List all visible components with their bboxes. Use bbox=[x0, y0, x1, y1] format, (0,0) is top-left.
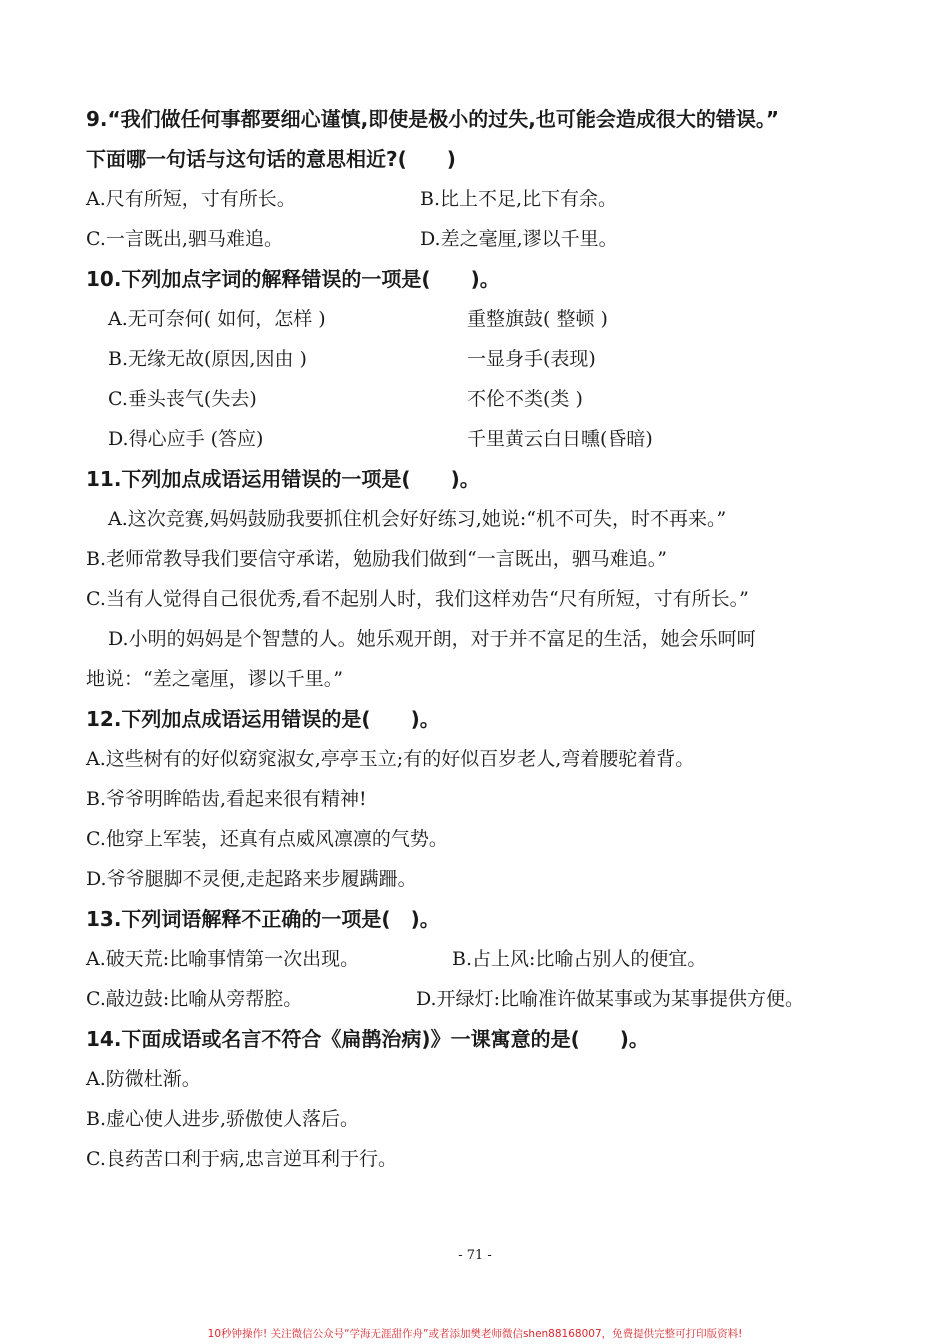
q14-option-b: B.虚心使人进步,骄傲使人落后。 bbox=[86, 1108, 360, 1130]
q10-option-b-right: 一显身手(表现) bbox=[467, 348, 596, 370]
q12-option-c: C.他穿上军装，还真有点威风凛凛的气势。 bbox=[86, 828, 448, 850]
q13-option-c: C.敲边鼓:比喻从旁帮腔。 bbox=[86, 988, 303, 1010]
q13-option-a: A.破天荒:比喻事情第一次出现。 bbox=[86, 948, 360, 970]
q9-option-d: D.差之毫厘,谬以千里。 bbox=[420, 228, 618, 250]
q10-option-c-right: 不伦不类(类 ) bbox=[467, 388, 583, 410]
q10-option-a-right: 重整旗鼓( 整顿 ) bbox=[467, 308, 608, 330]
q12-stem: 12.下列加点成语运用错误的是( )。 bbox=[86, 707, 440, 731]
footer-notice: 10秒钟操作! 关注微信公众号“学海无涯甜作舟”或者添加樊老师微信shen88168007，免费提供完整可打印版资料! bbox=[207, 1328, 743, 1340]
q13-stem: 13.下列词语解释不正确的一项是( )。 bbox=[86, 907, 440, 931]
q14-stem: 14.下面成语或名言不符合《扁鹊治病)》一课寓意的是( )。 bbox=[86, 1027, 649, 1051]
q9-option-b: B.比上不足,比下有余。 bbox=[420, 188, 618, 210]
q9-stem-line1: 9.“我们做任何事都要细心谨慎,即使是极小的过失,也可能会造成很大的错误。” bbox=[86, 107, 779, 131]
q10-stem: 10.下列加点字词的解释错误的一项是( )。 bbox=[86, 267, 500, 291]
q11-option-d-line1: D.小明的妈妈是个智慧的人。她乐观开朗，对于并不富足的生活，她会乐呵呵 bbox=[108, 628, 756, 650]
q10-option-b-left: B.无缘无故(原因,因由 ) bbox=[108, 348, 307, 370]
q12-option-b: B.爷爷明眸皓齿,看起来很有精神! bbox=[86, 788, 367, 810]
q12-option-d: D.爷爷腿脚不灵便,走起路来步履蹒跚。 bbox=[86, 868, 417, 890]
q11-option-b: B.老师常教导我们要信守承诺，勉励我们做到“一言既出，驷马难追。” bbox=[86, 548, 667, 570]
q9-option-a: A.尺有所短，寸有所长。 bbox=[86, 188, 296, 210]
q10-option-a-left: A.无可奈何( 如何，怎样 ) bbox=[108, 308, 326, 330]
q13-option-b: B.占上风:比喻占别人的便宜。 bbox=[452, 948, 707, 970]
q9-option-c: C.一言既出,驷马难追。 bbox=[86, 228, 283, 250]
q9-stem-line2: 下面哪一句话与这句话的意思相近?( ) bbox=[86, 147, 456, 171]
q11-stem: 11.下列加点成语运用错误的一项是( )。 bbox=[86, 467, 480, 491]
q14-option-c: C.良药苦口利于病,忠言逆耳利于行。 bbox=[86, 1148, 397, 1170]
page-number: - 71 - bbox=[458, 1248, 492, 1263]
q11-option-a: A.这次竞赛,妈妈鼓励我要抓住机会好好练习,她说:“机不可失，时不再来。” bbox=[108, 508, 727, 530]
q13-option-d: D.开绿灯:比喻准许做某事或为某事提供方便。 bbox=[416, 988, 804, 1010]
q14-option-a: A.防微杜渐。 bbox=[86, 1068, 201, 1090]
q11-option-c: C.当有人觉得自己很优秀,看不起别人时，我们这样劝告“尺有所短，寸有所长。” bbox=[86, 588, 749, 610]
q10-option-d-left: D.得心应手 (答应) bbox=[108, 428, 264, 450]
q10-option-d-right: 千里黄云白日曛(昏暗) bbox=[467, 428, 653, 450]
q12-option-a: A.这些树有的好似窈窕淑女,亭亭玉立;有的好似百岁老人,弯着腰驼着背。 bbox=[86, 748, 695, 770]
q10-option-c-left: C.垂头丧气(失去) bbox=[108, 388, 257, 410]
q11-option-d-line2: 地说：“差之毫厘，谬以千里。” bbox=[86, 668, 343, 690]
